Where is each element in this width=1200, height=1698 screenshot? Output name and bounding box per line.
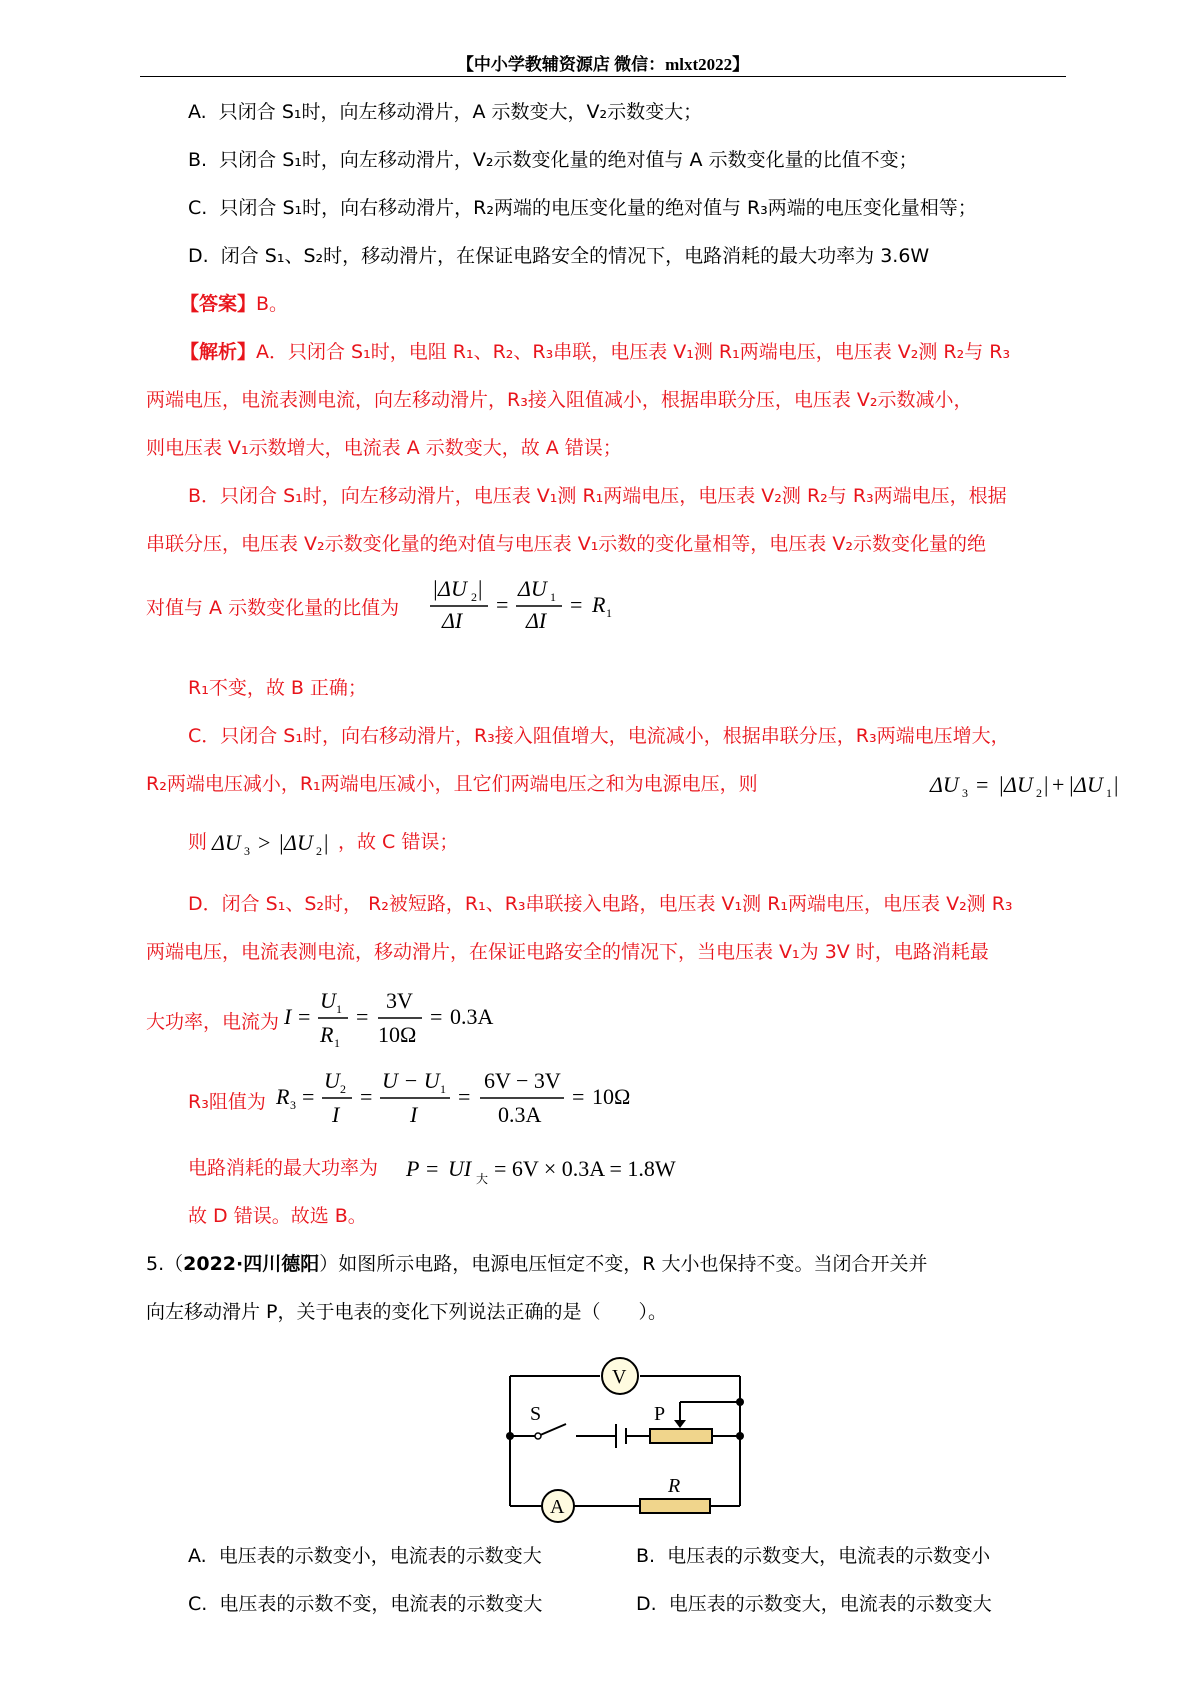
answer-value: B。 xyxy=(256,293,289,315)
equation-d4 xyxy=(274,1066,704,1128)
svg-text:U: U xyxy=(320,988,336,1013)
svg-text:|: | xyxy=(324,830,329,855)
analysis-b4: R₁不变，故 B 正确； xyxy=(188,677,367,699)
question-source: 2022·四川德阳 xyxy=(183,1253,320,1275)
answer-line xyxy=(180,292,288,316)
option-c-top xyxy=(188,196,977,220)
svg-text:1: 1 xyxy=(440,1082,446,1096)
svg-text:10Ω: 10Ω xyxy=(378,1022,417,1047)
voltmeter-label: V xyxy=(612,1366,627,1388)
analysis-c2: R₂两端电压减小，R₁两端电压减小，且它们两端电压之和为电源电压，则 ΔU 3 = |ΔU 2 | + |ΔU 1 | xyxy=(146,772,758,796)
question5-line1: 5.（2022·四川德阳）如图所示电路，电源电压恒定不变，R 大小也保持不变。当闭合开关并 xyxy=(146,1253,928,1275)
svg-text:UI: UI xyxy=(448,1156,472,1181)
option-letter: A. xyxy=(188,101,207,123)
svg-text:2: 2 xyxy=(1036,786,1042,800)
option-text: 只闭合 S₁时，向右移动滑片，R₂两端的电压变化量的绝对值与 R₃两端的电压变化量相等； xyxy=(219,197,977,219)
svg-text:3: 3 xyxy=(962,786,968,800)
svg-text:|ΔU: |ΔU xyxy=(278,830,313,855)
header-rule xyxy=(140,76,1066,77)
option-a-top xyxy=(188,100,702,124)
svg-text:R: R xyxy=(276,1084,290,1109)
svg-text:ΔU: ΔU xyxy=(518,576,547,601)
circuit-diagram xyxy=(500,1340,760,1540)
svg-text:U − U: U − U xyxy=(382,1068,440,1093)
svg-text:ΔU: ΔU xyxy=(212,830,241,855)
svg-text:>: > xyxy=(258,830,271,855)
svg-text:R: R xyxy=(592,592,606,617)
resistor-label: R xyxy=(668,1475,681,1497)
svg-text:0.3A: 0.3A xyxy=(498,1102,542,1127)
analysis-c1: C．只闭合 S₁时，向右移动滑片，R₃接入阻值增大，电流减小，根据串联分压，R₃两端电压增大， xyxy=(188,725,1010,747)
q5-option-c: C. 电压表的示数不变，电流表的示数变大 xyxy=(188,1593,543,1615)
equation-d5 xyxy=(404,1146,704,1186)
svg-text:=: = xyxy=(426,1156,439,1181)
svg-text:+: + xyxy=(1052,772,1065,797)
svg-text:R: R xyxy=(320,1022,334,1047)
svg-text:0.3A: 0.3A xyxy=(450,1004,494,1029)
svg-text:ΔI: ΔI xyxy=(526,608,547,633)
svg-text:|ΔU: |ΔU xyxy=(1068,772,1103,797)
analysis-a3: 则电压表 V₁示数增大，电流表 A 示数变大，故 A 错误； xyxy=(146,437,622,459)
option-letter: B. xyxy=(188,149,208,171)
q5-option-a: A. 电压表的示数变小，电流表的示数变大 xyxy=(188,1545,542,1567)
svg-text:|: | xyxy=(1114,772,1119,797)
svg-text:P: P xyxy=(406,1156,420,1181)
ammeter-label: A xyxy=(550,1496,565,1518)
svg-text:10Ω: 10Ω xyxy=(592,1084,631,1109)
svg-text:=: = xyxy=(976,772,989,797)
analysis-d1: D．闭合 S₁、S₂时， R₂被短路，R₁、R₃串联接入电路，电压表 V₁测 R₁两端电压，电压表 V₂测 R₃ xyxy=(188,893,1013,915)
svg-text:3: 3 xyxy=(290,1098,296,1112)
svg-text:=: = xyxy=(356,1004,369,1029)
svg-text:|ΔU: |ΔU xyxy=(432,576,467,601)
svg-text:|: | xyxy=(478,576,483,601)
analysis-d5: 电路消耗的最大功率为 P = UI 大 = 6V × 0.3A = 1.8W xyxy=(188,1156,378,1180)
svg-text:ΔU: ΔU xyxy=(930,772,959,797)
svg-text:3V: 3V xyxy=(386,988,413,1013)
svg-text:=: = xyxy=(572,1084,585,1109)
svg-text:I: I xyxy=(410,1102,418,1127)
svg-text:1: 1 xyxy=(334,1036,340,1048)
svg-text:3: 3 xyxy=(244,844,250,858)
analysis-tag: 【解析】 xyxy=(180,341,257,363)
analysis-a1: 【解析】A．只闭合 S₁时，电阻 R₁、R₂、R₃串联，电压表 V₁测 R₁两端电压，电压表 V₂测 R₂与 R₃ xyxy=(180,341,1011,363)
svg-text:2: 2 xyxy=(316,844,322,858)
answer-tag: 【答案】 xyxy=(180,293,257,315)
svg-text:U: U xyxy=(324,1068,340,1093)
page-header: 【中小学教辅资源店 微信：mlxt2022】 xyxy=(456,55,750,74)
q5-option-b: B. 电压表的示数变大，电流表的示数变小 xyxy=(636,1545,991,1567)
svg-text:大: 大 xyxy=(476,1172,489,1186)
svg-text:|: | xyxy=(1044,772,1049,797)
svg-text:1: 1 xyxy=(550,590,556,604)
analysis-b1: B．只闭合 S₁时，向左移动滑片，电压表 V₁测 R₁两端电压，电压表 V₂测 R₂与 R₃两端电压，根据 xyxy=(188,485,1007,507)
analysis-a2: 两端电压，电流表测电流，向左移动滑片，R₃接入阻值减小，根据串联分压，电压表 V₂示数减小， xyxy=(146,389,973,411)
svg-text:=: = xyxy=(360,1084,373,1109)
analysis-b2: 串联分压，电压表 V₂示数变化量的绝对值与电压表 V₁示数的变化量相等，电压表 V₂示数变化量的绝 xyxy=(146,533,986,555)
svg-text:2: 2 xyxy=(471,590,477,604)
svg-text:=: = xyxy=(298,1004,311,1029)
svg-text:ΔI: ΔI xyxy=(442,608,463,633)
svg-text:=: = xyxy=(570,592,583,617)
svg-text:=: = xyxy=(430,1004,443,1029)
equation-c3 xyxy=(210,820,350,860)
svg-text:=: = xyxy=(458,1084,471,1109)
svg-text:1: 1 xyxy=(336,1002,342,1016)
svg-text:I: I xyxy=(332,1102,340,1127)
analysis-d6: 故 D 错误。故选 B。 xyxy=(188,1205,367,1227)
q5-option-d: D. 电压表的示数变大，电流表的示数变大 xyxy=(636,1593,992,1615)
svg-text:6V − 3V: 6V − 3V xyxy=(484,1068,561,1093)
svg-text:2: 2 xyxy=(340,1082,346,1096)
analysis-c3: 则 ΔU 3 > |ΔU 2 | ，故 C 错误； xyxy=(188,830,207,854)
option-text: 只闭合 S₁时，向左移动滑片，A 示数变大，V₂示数变大； xyxy=(218,101,703,123)
svg-text:1: 1 xyxy=(1106,786,1112,800)
svg-text:=: = xyxy=(302,1084,315,1109)
switch-label: S xyxy=(530,1403,542,1425)
option-d-top xyxy=(188,244,929,268)
svg-text:=: = xyxy=(496,592,509,617)
svg-text:I: I xyxy=(284,1004,292,1029)
equation-d3 xyxy=(282,986,502,1048)
equation-c2 xyxy=(926,762,1126,802)
svg-text:1: 1 xyxy=(606,606,612,620)
option-text: 闭合 S₁、S₂时，移动滑片，在保证电路安全的情况下，电路消耗的最大功率为 3.6W xyxy=(220,245,930,267)
slider-label: P xyxy=(654,1403,666,1425)
option-letter: D. xyxy=(188,245,209,267)
analysis-d2: 两端电压，电流表测电流，移动滑片，在保证电路安全的情况下，当电压表 V₁为 3V 时，电路消耗最 xyxy=(146,941,989,963)
question5-line2: 向左移动滑片 P，关于电表的变化下列说法正确的是（ ）。 xyxy=(146,1301,667,1323)
svg-text:|ΔU: |ΔU xyxy=(998,772,1033,797)
option-text: 只闭合 S₁时，向左移动滑片，V₂示数变化量的绝对值与 A 示数变化量的比值不变； xyxy=(219,149,918,171)
svg-text:= 6V × 0.3A = 1.8W: = 6V × 0.3A = 1.8W xyxy=(494,1156,676,1181)
option-letter: C. xyxy=(188,197,208,219)
equation-b xyxy=(426,574,626,634)
option-b-top xyxy=(188,148,918,172)
